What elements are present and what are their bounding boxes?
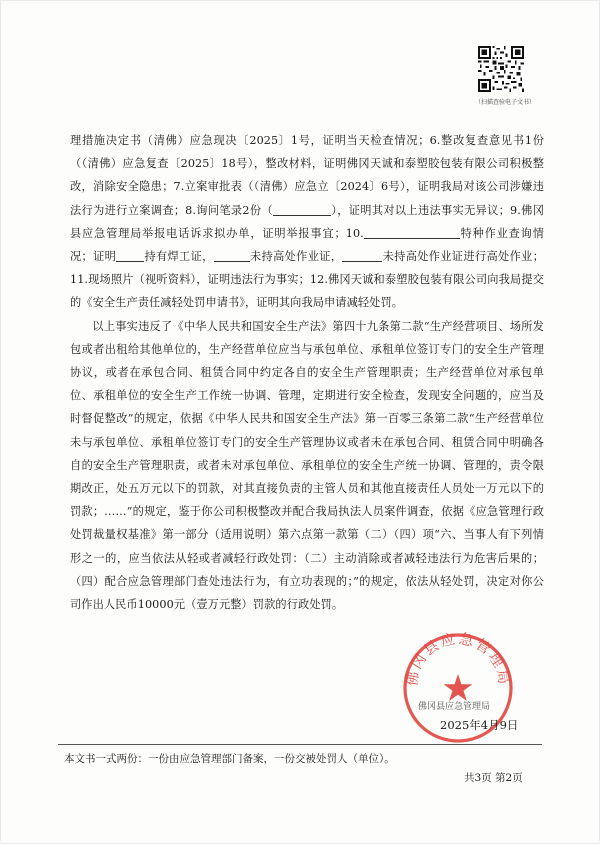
redacted-blank xyxy=(364,226,460,239)
qr-caption: （扫描查验电子文书） xyxy=(474,99,535,106)
qr-code[interactable] xyxy=(478,46,524,92)
redacted-blank xyxy=(342,249,382,262)
evidence-text-6: 未持高处作业证进行高处作业；11.现场照片（视听资料），证明违法行为事实；12.佛冈天诚和泰塑胶包装有限公司向我局提交的《安全生产责任减轻处罚申请书》，证明其向我局申请减轻处罚。 xyxy=(70,250,544,310)
evidence-text-3: 特种作业查询情况；证明 xyxy=(70,226,544,264)
evidence-paragraph xyxy=(70,129,544,315)
seal-caption: 佛冈县应急管理局 xyxy=(418,702,491,712)
page-number: 共3页 第2页 xyxy=(464,772,523,784)
evidence-text-5: 未持高处作业证， xyxy=(249,250,343,264)
evidence-text-2: ），证明其对以上违法事实无异议；9.佛冈县应急管理局举报电话诉求拟办单，证明举报事宜；10. xyxy=(70,203,544,240)
redacted-blank xyxy=(116,249,144,262)
document-body xyxy=(70,129,544,616)
redacted-blank xyxy=(214,249,250,262)
evidence-text-1: 理措施决定书（清佛）应急现决〔2025〕1号，证明当天检查情况；6.整改复查意见书1份（（清佛）应急复查〔2025〕18号），整改材料，证明佛冈天诚和泰塑胶包装有限公司积极整改，消除安全隐患；7.立案审批表（（清佛）应急立〔2024〕6号），证明我局对该公司涉嫌违法行为进行立案调查；8.询问笔录2份（ xyxy=(70,134,544,217)
redacted-blank xyxy=(273,203,331,216)
evidence-text-4: 持有焊工证， xyxy=(144,250,214,264)
qr-code-graphic xyxy=(478,46,524,92)
violation-paragraph: 以上事实违反了《中华人民共和国安全生产法》第四十九条第二款“生产经营项目、场所发包或者出租给其他单位的，生产经营单位应当与承包单位、承租单位签订专门的安全生产管理协议，或者在承包合同、租赁合同中约定各自的安全生产管理职责；生产经营单位对承包单位、承租单位的安全生产工作统一协调、管理，定期进行安全检查，发现安全问题的，应当及时督促整改”的规定，依据《中华人民共和国安全生产法》第一百零三条第二款“生产经营单位未与承包单位、承租单位签订专门的安全生产管理协议或者未在承包合同、租赁合同中明确各自的安全生产管理职责，或者未对承包单位、承租单位的安全生产统一协调、管理的，责令限期改正，处五万元以下的罚款，对其直接负责的主管人员和其他直接责任人员处一万元以下的罚款；……”的规定，鉴于你公司积极整改并配合我局执法人员案件调查，依据《应急管理行政处罚裁量权基准》第一部分（适用说明）第六点第一款第（二）（四）项“六、当事人有下列情形之一的，应当依法从轻或者减轻行政处罚：（二）主动消除或者减轻违法行为危害后果的；（四）配合应急管理部门查处违法行为，有立功表现的；”的规定，依法从轻处罚，决定对你公司作出人民币10000元（壹万元整）罚款的行政处罚。 xyxy=(70,319,544,612)
issue-date: 2025年4月9日 xyxy=(440,718,519,732)
seal-ring-text: 佛冈县应急管理局 xyxy=(404,631,512,688)
footnote: 本文书一式两份：一份由应急管理部门备案，一份交被处罚人（单位）。 xyxy=(64,753,395,765)
footer-divider xyxy=(58,744,542,745)
seal-star-icon xyxy=(444,674,473,701)
